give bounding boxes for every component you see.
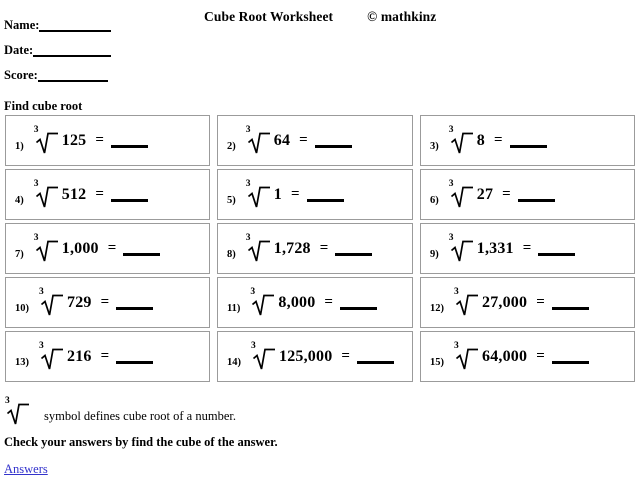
- equals-sign: =: [502, 186, 511, 202]
- radical-index-label: 3: [5, 396, 10, 406]
- date-field-label: Date:: [4, 43, 34, 57]
- problem-number: 6): [430, 195, 439, 206]
- answer-blank[interactable]: [111, 134, 148, 148]
- problem-row: [5, 223, 635, 274]
- problem-row: [5, 331, 635, 382]
- problem-cell: [5, 331, 210, 382]
- problem-number: 15): [430, 357, 444, 368]
- radical-icon: [245, 124, 271, 155]
- problem-expression: [33, 124, 148, 155]
- equals-sign: =: [319, 240, 329, 256]
- answer-blank[interactable]: [357, 350, 394, 364]
- radicand-value: 8,000: [278, 293, 316, 311]
- problem-expression: [448, 124, 547, 155]
- radicand-value: 125: [61, 131, 87, 149]
- equals-sign: =: [290, 186, 300, 202]
- problem-expression: [249, 286, 377, 317]
- problem-number: 1): [15, 141, 24, 152]
- equals-sign: =: [299, 132, 308, 148]
- equals-sign: =: [95, 132, 104, 148]
- radicand-value: 64,000: [482, 347, 528, 365]
- radicand-value: 1,331: [476, 239, 514, 257]
- radical-icon: [38, 340, 64, 371]
- problem-number: 8): [227, 249, 236, 260]
- radical-index-label: 3: [448, 124, 454, 135]
- answer-blank[interactable]: [307, 188, 344, 202]
- problem-number: 7): [15, 249, 24, 260]
- problem-row: [5, 277, 635, 328]
- answer-blank[interactable]: [315, 134, 352, 148]
- problem-expression: [33, 178, 148, 209]
- problem-expression: [245, 124, 352, 155]
- radical-icon: [448, 124, 474, 155]
- radical-index-label: 3: [245, 178, 251, 189]
- equals-sign: =: [107, 240, 117, 256]
- problem-number: 5): [227, 195, 236, 206]
- radical-index-label: 3: [245, 124, 251, 135]
- problem-expression: [448, 232, 576, 263]
- problem-expression: [245, 232, 373, 263]
- radical-icon: [33, 124, 59, 155]
- radical-index-label: 3: [448, 178, 454, 189]
- answer-blank[interactable]: [538, 242, 575, 256]
- problem-cell: [420, 169, 635, 220]
- score-field-row: [4, 58, 194, 83]
- title-block: [204, 9, 436, 25]
- equals-sign: =: [536, 294, 545, 310]
- equals-sign: =: [100, 348, 110, 364]
- equals-sign: =: [536, 348, 545, 364]
- radical-icon: [4, 398, 30, 426]
- problem-expression: [250, 340, 394, 371]
- radical-index-label: 3: [250, 286, 256, 297]
- answer-blank[interactable]: [552, 350, 589, 364]
- radical-index-label: 3: [454, 286, 459, 297]
- radical-index-label: 3: [251, 340, 256, 351]
- name-field-row: [4, 8, 194, 33]
- problem-number: 3): [430, 141, 439, 152]
- worksheet-header: [0, 0, 640, 113]
- radicand-value: 64: [273, 131, 291, 149]
- radicand-value: 729: [67, 293, 92, 311]
- problem-number: 13): [15, 357, 29, 368]
- problem-number: 9): [430, 249, 439, 260]
- answer-blank[interactable]: [335, 242, 372, 256]
- problem-expression: [38, 340, 153, 371]
- radical-icon: [33, 178, 59, 209]
- radicand-value: 125,000: [279, 347, 333, 365]
- problem-number: 14): [227, 357, 241, 368]
- answer-blank[interactable]: [116, 350, 153, 364]
- equals-sign: =: [95, 186, 104, 202]
- answer-blank[interactable]: [552, 296, 589, 310]
- legend-text: symbol defines cube root of a number.: [44, 409, 236, 423]
- radical-icon: [453, 340, 479, 371]
- problem-cell: [420, 115, 635, 166]
- legend-row: [4, 396, 624, 426]
- problem-expression: [448, 178, 555, 209]
- radicand-value: 27,000: [482, 293, 528, 311]
- name-field-label: Name:: [4, 18, 40, 32]
- radical-icon: [453, 286, 479, 317]
- student-info-fields: [4, 8, 194, 83]
- problem-cell: [217, 169, 413, 220]
- problem-number: 11): [227, 303, 241, 314]
- equals-sign: =: [493, 132, 503, 148]
- problem-grid: [5, 115, 635, 382]
- radicand-value: 1,728: [273, 239, 311, 257]
- radical-icon: [448, 232, 474, 263]
- equals-sign: =: [522, 240, 532, 256]
- radical-icon: [245, 178, 271, 209]
- problem-cell: [217, 277, 413, 328]
- name-field-blank[interactable]: [39, 18, 111, 32]
- radical-index-label: 3: [33, 124, 39, 135]
- answer-blank[interactable]: [510, 134, 547, 148]
- problem-cell: [5, 115, 210, 166]
- answer-blank[interactable]: [340, 296, 377, 310]
- copyright-credit: © mathkinz: [367, 9, 437, 24]
- equals-sign: =: [324, 294, 333, 310]
- problem-expression: [453, 286, 589, 317]
- problem-cell: [5, 223, 210, 274]
- section-heading: Find cube root: [4, 99, 83, 113]
- radical-index-label: 3: [33, 232, 39, 243]
- radical-icon: [245, 232, 271, 263]
- problem-cell: [217, 223, 413, 274]
- problem-expression: [453, 340, 589, 371]
- problem-expression: [33, 232, 161, 263]
- problem-number: 12): [430, 303, 444, 314]
- answers-link[interactable]: Answers: [4, 462, 48, 476]
- problem-expression: [38, 286, 153, 317]
- radical-index-label: 3: [454, 340, 459, 351]
- problem-cell: [5, 169, 210, 220]
- answer-blank[interactable]: [111, 188, 148, 202]
- score-field-label: Score:: [4, 68, 38, 82]
- problem-cell: [5, 277, 210, 328]
- radical-index-label: 3: [448, 232, 454, 243]
- problem-cell: [420, 277, 635, 328]
- radical-icon: [448, 178, 474, 209]
- problem-expression: [245, 178, 344, 209]
- answer-blank[interactable]: [123, 242, 160, 256]
- problem-number: 10): [15, 303, 29, 314]
- problem-number: 4): [15, 195, 24, 206]
- answer-blank[interactable]: [518, 188, 555, 202]
- radicand-value: 27: [476, 185, 494, 203]
- problem-cell: [217, 331, 413, 382]
- radical-icon: [249, 286, 275, 317]
- problem-number: 2): [227, 141, 236, 152]
- problem-cell: [420, 331, 635, 382]
- score-field-blank[interactable]: [38, 68, 108, 82]
- equals-sign: =: [341, 348, 350, 364]
- page-title: Cube Root Worksheet: [204, 9, 334, 24]
- date-field-row: [4, 33, 194, 58]
- problem-cell: [420, 223, 635, 274]
- date-field-blank[interactable]: [33, 43, 111, 57]
- radicand-value: 8: [476, 131, 485, 149]
- problem-row: [5, 115, 635, 166]
- radical-icon: [38, 286, 64, 317]
- check-answers-note: Check your answers by find the cube of the answer.: [4, 435, 278, 449]
- radical-index-label: 3: [245, 232, 251, 243]
- radical-index-label: 3: [39, 340, 44, 351]
- radicand-value: 512: [61, 185, 87, 203]
- radicand-value: 1,000: [61, 239, 99, 257]
- radical-icon: [250, 340, 276, 371]
- problem-row: [5, 169, 635, 220]
- equals-sign: =: [100, 294, 110, 310]
- answer-blank[interactable]: [116, 296, 153, 310]
- radical-index-label: 3: [33, 178, 39, 189]
- radical-icon: [33, 232, 59, 263]
- radicand-value: 1: [273, 185, 282, 203]
- problem-cell: [217, 115, 413, 166]
- radical-index-label: 3: [39, 286, 44, 297]
- worksheet-footer: [4, 396, 624, 478]
- radicand-value: 216: [67, 347, 92, 365]
